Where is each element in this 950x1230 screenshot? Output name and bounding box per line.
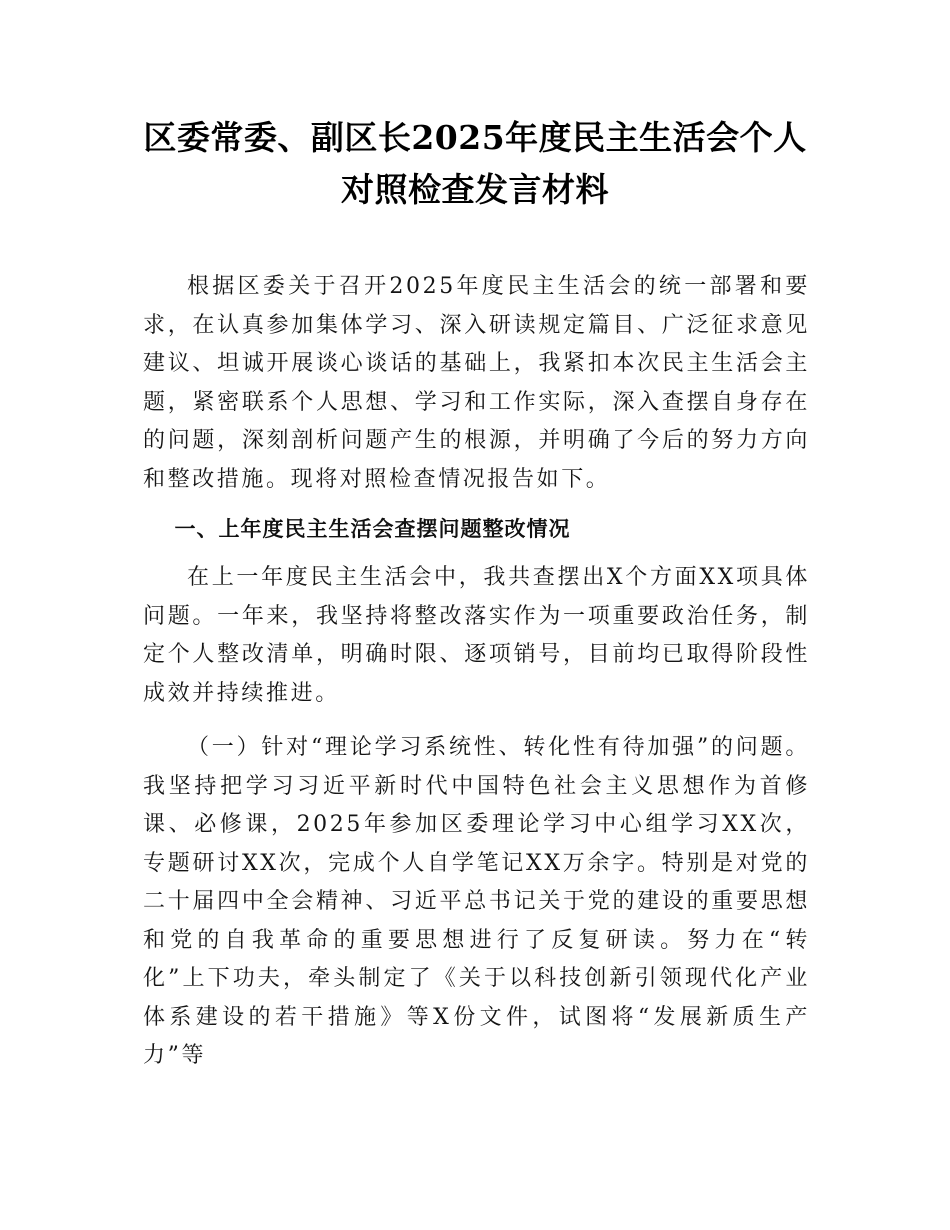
section-paragraph: （一）针对“理论学习系统性、转化性有待加强”的问题。我坚持把学习习近平新时代中国特色社会主义思想作为首修课、必修课，2025年参加区委理论学习中心组学习XX次，专题研讨XX次，完成个人自学笔记XX万余字。特别是对党的二十届四中全会精神、习近平总书记关于党的建设的重要思想和党的自我革命的重要思想进行了反复研读。努力在“转化”上下功夫，牵头制定了《关于以科技创新引领现代化产业体系建设的若干措施》等X份文件，试图将“发展新质生产力”等	[143, 735, 810, 1068]
title-line-1: 区委常委、副区长2025年度民主生活会个人	[143, 118, 807, 157]
document-title	[100, 112, 850, 216]
title-line-2: 对照检查发言材料	[341, 170, 609, 209]
section-paragraph: 在上一年度民主生活会中，我共查摆出X个方面XX项具体问题。一年来，我坚持将整改落实作为一项重要政治任务，制定个人整改清单，明确时限、逐项销号，目前均已取得阶段性成效并持续推进。	[143, 565, 810, 706]
document-body	[143, 268, 810, 1076]
intro-paragraph: 根据区委关于召开2025年度民主生活会的统一部署和要求，在认真参加集体学习、深入研读规定篇目、广泛征求意见建议、坦诚开展谈心谈话的基础上，我紧扣本次民主生活会主题，紧密联系个人思想、学习和工作实际，深入查摆自身存在的问题，深刻剖析问题产生的根源，并明确了今后的努力方向和整改措施。现将对照检查情况报告如下。	[143, 274, 810, 492]
section-heading: 一、上年度民主生活会查摆问题整改情况	[174, 517, 571, 541]
